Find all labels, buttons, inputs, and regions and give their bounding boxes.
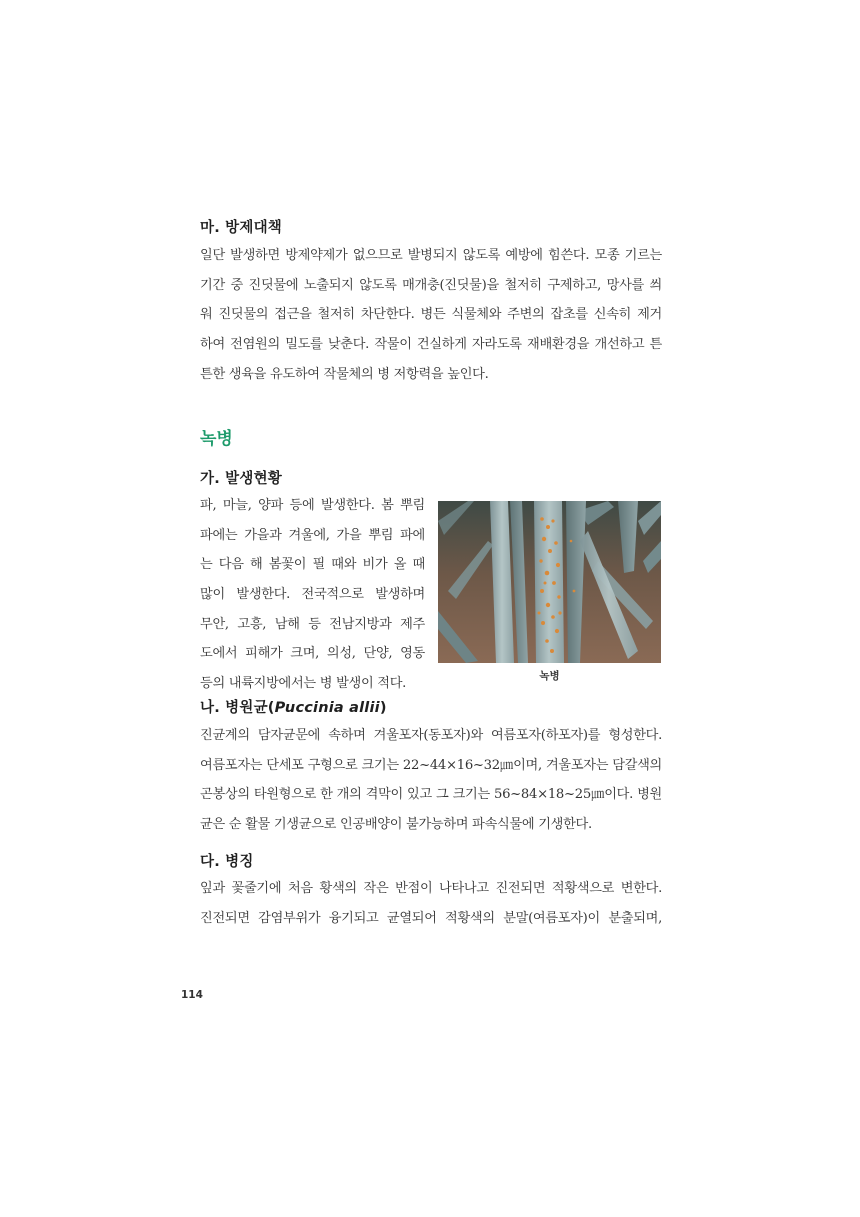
text-line: 균은 순 활물 기생균으로 인공배양이 불가능하며 파속식물에 기생한다. [200,817,592,833]
section-heading-pathogen [200,696,387,717]
text-line: 여름포자는 단세포 구형으로 크기는 22~44×16~32㎛이며, 겨울포자는 담갈색의 [200,757,662,773]
rust-disease-photo [438,501,661,663]
text-line: 워 진딧물의 접근을 철저히 차단한다. 병든 식물체와 주변의 잡초를 신속히 제거 [200,307,662,323]
figure-caption: 녹병 [539,670,560,682]
text-line: 잎과 꽃줄기에 처음 황색의 작은 반점이 나타나고 진전되면 적황색으로 변한다. [200,881,662,896]
text-line: 진균계의 담자균문에 속하며 겨울포자(동포자)와 여름포자(하포자)를 형성한다. [200,728,662,743]
pathogen-scientific-name: Puccinia allii [274,700,380,716]
text-line: 하여 전염원의 밀도를 낮춘다. 작물이 건실하게 자라도록 재배환경을 개선하고 튼 [200,337,662,353]
text-line: 도에서 피해가 크며, 의성, 단양, 영동 [200,646,425,662]
text-line: 일단 발생하면 방제약제가 없으므로 발병되지 않도록 예방에 힘쓴다. 모종 기르는 [200,248,662,263]
section-heading-symptoms: 다. 병징 [200,854,254,870]
leaf-illustration [438,501,661,663]
pathogen-heading-prefix: 나. 병원균( [200,700,275,716]
text-line: 진전되면 감염부위가 융기되고 균열되어 적황색의 분말(여름포자)이 분출되며, [200,910,662,926]
disease-title: 녹병 [200,429,233,449]
text-line: 기간 중 진딧물에 노출되지 않도록 매개충(진딧물)을 철저히 구제하고, 망사를 씌 [200,277,662,293]
section-heading-control: 마. 방제대책 [200,220,282,236]
section-heading-occurrence: 가. 발생현황 [200,471,282,487]
text-line: 는 다음 해 봄꽃이 필 때와 비가 올 때 [200,557,425,573]
occurrence-paragraph [200,491,425,699]
text-line: 곤봉상의 타원형으로 한 개의 격막이 있고 그 크기는 56~84×18~25㎛이다. 병원 [200,787,662,803]
page-number: 114 [181,989,203,1001]
pathogen-paragraph [200,721,662,840]
control-paragraph [200,241,662,389]
symptoms-paragraph [200,874,662,933]
text-line: 많이 발생한다. 전국적으로 발생하며 [200,587,425,603]
text-line: 파에는 가을과 겨울에, 가을 뿌림 파에 [200,527,425,543]
text-line: 무안, 고흥, 남해 등 전남지방과 제주 [200,616,425,632]
text-line: 파, 마늘, 양파 등에 발생한다. 봄 뿌림 [200,498,425,513]
text-line: 튼한 생육을 유도하여 작물체의 병 저항력을 높인다. [200,366,489,382]
text-line: 등의 내륙지방에서는 병 발생이 적다. [200,676,407,692]
pathogen-heading-suffix: ) [379,700,387,716]
